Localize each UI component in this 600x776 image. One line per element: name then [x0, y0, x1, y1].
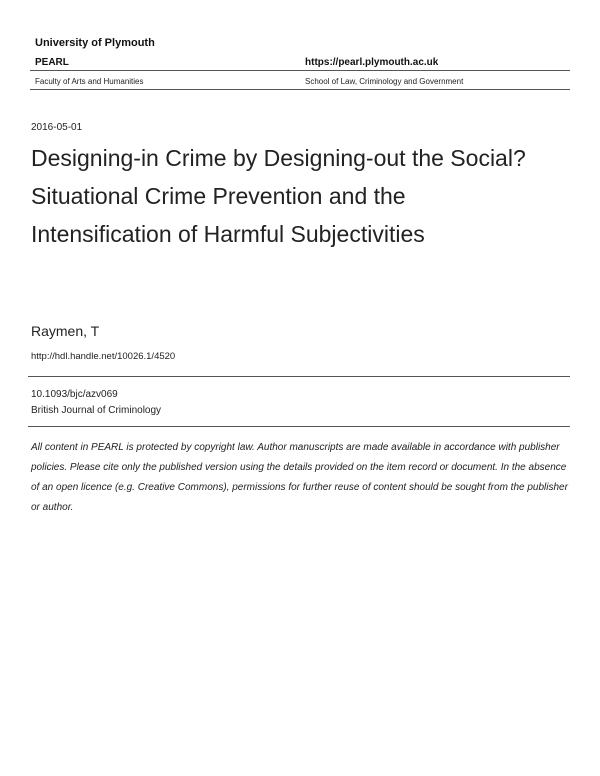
journal-name: British Journal of Criminology [31, 405, 162, 416]
handle-link[interactable]: http://hdl.handle.net/10026.1/4520 [31, 351, 176, 362]
school-name: School of Law, Criminology and Government [305, 77, 464, 86]
author-name: Raymen, T [31, 323, 100, 339]
repository-url[interactable]: https://pearl.plymouth.ac.uk [305, 57, 439, 68]
repository-name: PEARL [35, 57, 69, 68]
institution-name: University of Plymouth [35, 37, 155, 49]
header-divider-top [30, 70, 570, 71]
record-divider-bottom [28, 426, 570, 427]
document-title: Designing-in Crime by Designing-out the Social? Situational Crime Prevention and the Intensification of Harmful Subjectivities [31, 145, 526, 247]
doi-text: 10.1093/bjc/azv069 [31, 389, 118, 400]
publication-date: 2016-05-01 [31, 122, 83, 133]
header-divider-bottom [30, 89, 570, 90]
faculty-name: Faculty of Arts and Humanities [35, 77, 144, 86]
record-divider-top [28, 376, 570, 377]
copyright-notice: All content in PEARL is protected by copyright law. Author manuscripts are made available in accordance with publisher policies. Please cite only the published version using the details provided on the item record or document. In the absence of an open licence (e.g. Creative Commons), permissions for further reuse of content should be sought from the publisher or author. [31, 442, 568, 513]
